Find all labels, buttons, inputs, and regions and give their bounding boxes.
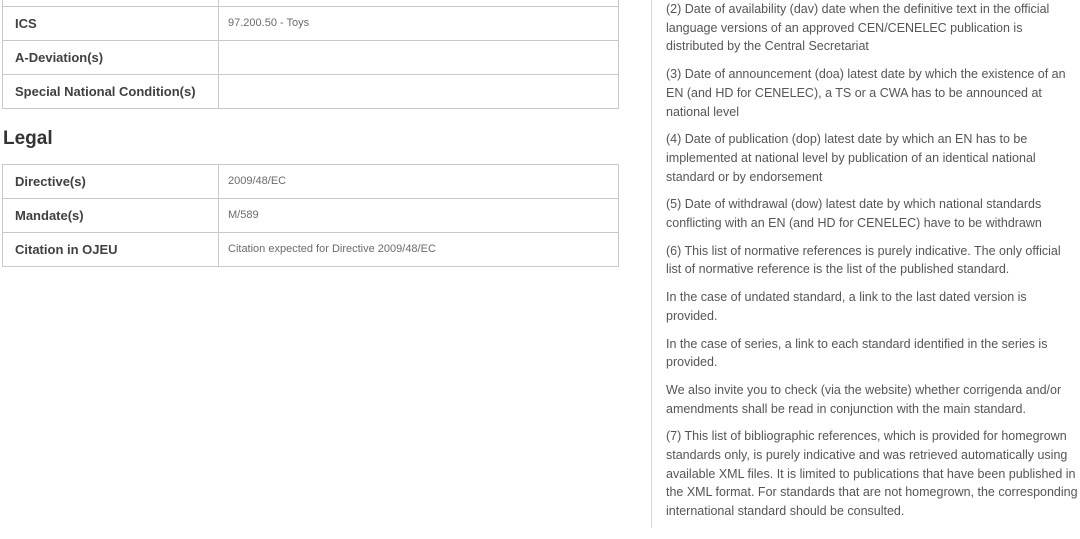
footnote-paragraph: We also invite you to check (via the website) whether corrigenda and/or amendments shall be read in conjunction with the main standard. — [666, 382, 1062, 416]
footnote-paragraph: In the case of series, a link to each standard identified in the series is provided. — [666, 336, 1048, 370]
standard-info-column — [2, 0, 619, 267]
row-value: M/589 — [219, 198, 619, 232]
table-row — [3, 198, 619, 232]
footnote-paragraph: (6) This list of normative references is purely indicative. The only official list of normative reference is the list of the published standard. — [666, 243, 1061, 277]
footnote-paragraph: (4) Date of publication (dop) latest date by which an EN has to be implemented at national level by publication of an identical national standard or by endorsement — [666, 132, 1036, 184]
row-value: 97.200.50 - Toys — [219, 6, 619, 40]
table-row — [3, 40, 619, 74]
row-label: ICS — [3, 6, 219, 40]
legal-section-heading: Legal — [3, 127, 53, 149]
row-label: Special National Condition(s) — [3, 74, 219, 108]
footnote-paragraph: (5) Date of withdrawal (dow) latest date by which national standards conflicting with an EN (and HD for CENELEC) have to be withdrawn — [666, 197, 1042, 231]
table-row — [3, 74, 619, 108]
row-value: Citation expected for Directive 2009/48/EC — [219, 232, 619, 266]
footnote-paragraph: (3) Date of announcement (doa) latest date by which the existence of an EN (and HD for CENELEC), a TS or a CWA has to be announced at national level — [666, 67, 1066, 119]
table-row — [3, 6, 619, 40]
legal-table — [2, 164, 619, 267]
footnote-paragraph: In the case of undated standard, a link to the last dated version is provided. — [666, 290, 1027, 323]
standard-attributes-table — [2, 0, 619, 109]
row-label: Directive(s) — [3, 164, 219, 198]
table-row — [3, 232, 619, 266]
row-label: Mandate(s) — [3, 198, 219, 232]
row-value — [219, 74, 619, 108]
row-value: 2009/48/EC — [219, 164, 619, 198]
table-row — [3, 164, 619, 198]
row-label: Citation in OJEU — [3, 232, 219, 266]
footnote-paragraph: (7) This list of bibliographic references, which is provided for homegrown standards only, is purely indicative and was retrieved automatically using available XML files. It is limited to publications that have been published in the XML format. For standards that are not homegrown, the corresponding international standard should be consulted. — [666, 429, 1078, 519]
footnote-paragraph: (2) Date of availability (dav) date when the definitive text in the official language versions of an approved CEN/CENELEC publication is distributed by the Central Secretariat — [666, 2, 1050, 54]
row-label: A-Deviation(s) — [3, 40, 219, 74]
footnotes-panel — [651, 0, 1080, 528]
row-value — [219, 40, 619, 74]
